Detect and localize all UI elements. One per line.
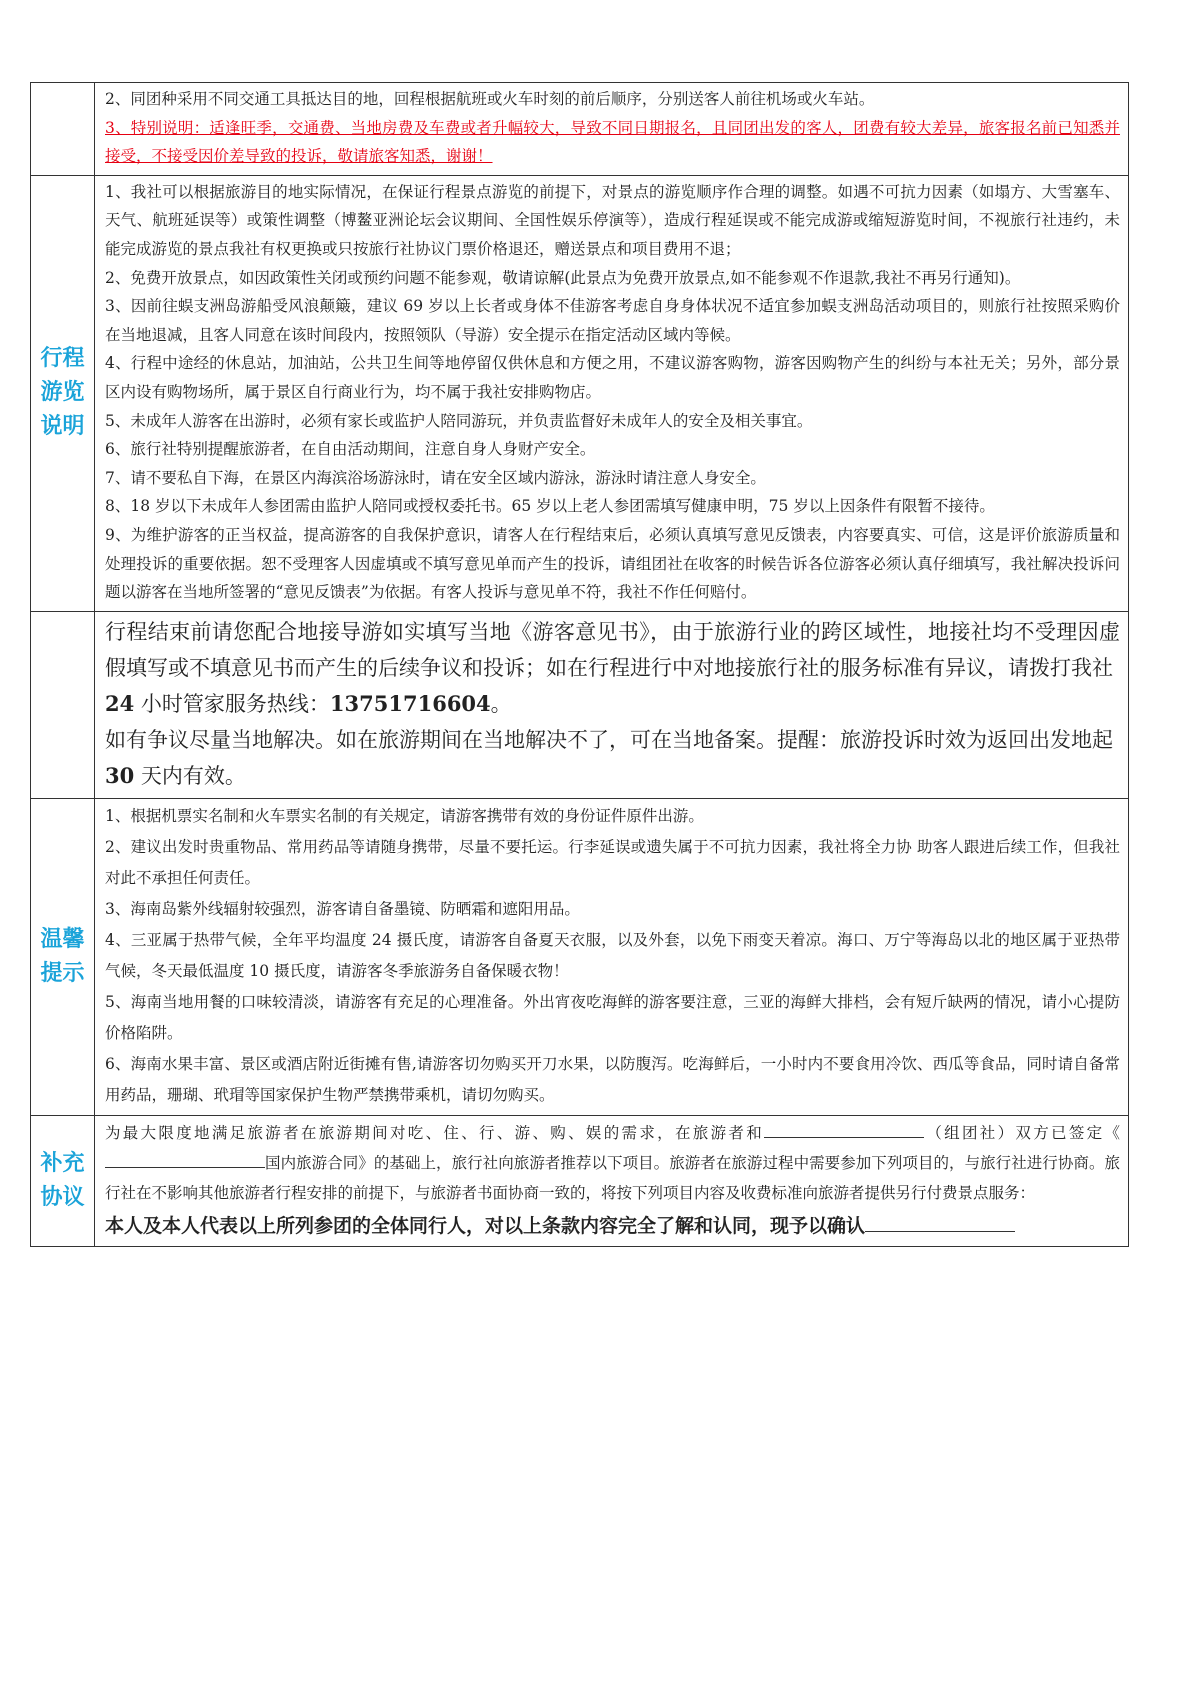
period: 。 xyxy=(490,691,512,716)
special-notice: 3、特别说明：适逢旺季，交通费、当地房费及车费或者升幅较大，导致不同日期报名，且同团出发的客人，团费有较大差异，旅客报名前已知悉并接受，不接受因价差导致的投诉，敬请旅客知悉，谢谢！ xyxy=(105,118,1120,166)
empty-label-cell xyxy=(31,83,95,176)
complaint-content xyxy=(95,611,1129,798)
itinerary-label-2: 游览 xyxy=(40,380,85,406)
supplement-part1: 为最大限度地满足旅游者在旅游期间对吃、住、行、游、购、娱的需求，在旅游者和 xyxy=(105,1123,765,1142)
itinerary-item: 9、为维护游客的正当权益，提高游客的自我保护意识，请客人在行程结束后，必须认真填写意见反馈表，内容要真实、可信，这是评价旅游质量和处理投诉的重要依据。恕不受理客人因虚填或不填写意见单而产生的投诉，请组团社在收客的时候告诉各位游客必须认真仔细填写，我社解决投诉问题以游客在当地所签署的“意见反馈表”为依据。有客人投诉与意见单不符，我社不作任何赔付。 xyxy=(105,525,1120,602)
supplement-label-2: 协议 xyxy=(40,1184,85,1210)
itinerary-content xyxy=(95,175,1129,611)
tip-item: 1、根据机票实名制和火车票实名制的有关规定，请游客携带有效的身份证件原件出游。 xyxy=(105,806,704,825)
dispute-paragraph xyxy=(105,722,1120,794)
itinerary-label-3: 说明 xyxy=(40,414,85,440)
travel-agency-blank[interactable] xyxy=(764,1121,924,1138)
itinerary-item: 8、18 岁以下未成年人参团需由监护人陪同或授权委托书。65 岁以上老人参团需填写健康申明，75 岁以上因条件有限暂不接待。 xyxy=(105,497,995,516)
contract-name-blank[interactable] xyxy=(105,1151,265,1168)
itinerary-item: 1、我社可以根据旅游目的地实际情况，在保证行程景点游览的前提下，对景点的游览顺序作合理的调整。如遇不可抗力因素（如塌方、大雪塞车、天气、航班延误等）或策性调整（博鳌亚洲论坛会议期间、全国性娱乐停演等），造成行程延误或不能完成游或缩短游览时间，不视旅行社违约，未能完成游览的景点我社有权更换或只按旅行社协议门票价格退还，赠送景点和项目费用不退； xyxy=(105,182,1120,258)
complaint-paragraph xyxy=(105,614,1120,722)
supplement-label xyxy=(31,1115,95,1246)
empty-label-cell xyxy=(31,611,95,798)
transport-line-2: 2、同团种采用不同交通工具抵达目的地，回程根据航班或火车时刻的前后顺序，分别送客人前往机场或火车站。 xyxy=(105,90,875,108)
supplement-part3: 国内旅游合同》的基础上，旅行社向旅游者推荐以下项目。旅游者在旅游过程中需要参加下列项目的，与旅行社进行协商。旅行社在不影响其他旅游者行程安排的前提下，与旅游者书面协商一致的，将按下列项目内容及收费标准向旅游者提供另行付费景点服务： xyxy=(105,1153,1120,1202)
tip-item: 6、海南水果丰富、景区或酒店附近街摊有售,请游客切勿购买开刀水果，以防腹泻。吃海鲜后，一小时内不要食用冷饮、西瓜等食品，同时请自备常用药品，珊瑚、玳瑁等国家保护生物严禁携带乘机，请切勿购买。 xyxy=(105,1054,1120,1104)
tip-item: 3、海南岛紫外线辐射较强烈，游客请自备墨镜、防晒霜和遮阳用品。 xyxy=(105,899,580,918)
tips-row xyxy=(31,798,1129,1115)
signature-blank[interactable] xyxy=(865,1215,1015,1232)
supplement-row xyxy=(31,1115,1129,1246)
dispute-text: 如有争议尽量当地解决。如在旅游期间在当地解决不了，可在当地备案。提醒：旅游投诉时效为返回出发地起 xyxy=(105,727,1113,752)
tips-label xyxy=(31,798,95,1115)
itinerary-item: 2、免费开放景点，如因政策性关闭或预约问题不能参观，敬请谅解(此景点为免费开放景点,如不能参观不作退款,我社不再另行通知)。 xyxy=(105,268,1021,287)
hotline-label: 小时管家服务热线： xyxy=(134,691,330,716)
complaint-row xyxy=(31,611,1129,798)
hotline-hours: 24 xyxy=(105,690,135,716)
itinerary-item: 6、旅行社特别提醒旅游者，在自由活动期间，注意自身人身财产安全。 xyxy=(105,440,596,459)
transport-row xyxy=(31,83,1129,176)
itinerary-label-1: 行程 xyxy=(40,346,85,372)
days-valid-text: 天内有效。 xyxy=(134,763,246,788)
tips-label-1: 温馨 xyxy=(40,926,85,952)
confirm-text: 本人及本人代表以上所列参团的全体同行人，对以上条款内容完全了解和认同，现予以确认 xyxy=(105,1214,866,1237)
terms-table xyxy=(30,82,1129,1247)
confirm-line xyxy=(105,1210,1120,1242)
tip-item: 2、建议出发时贵重物品、常用药品等请随身携带，尽量不要托运。行李延误或遗失属于不可抗力因素，我社将全力协 助客人跟进后续工作，但我社对此不承担任何责任。 xyxy=(105,837,1120,887)
hotline-phone: 13751716604 xyxy=(329,690,491,716)
tip-item: 5、海南当地用餐的口味较清淡，请游客有充足的心理准备。外出宵夜吃海鲜的游客要注意，三亚的海鲜大排档，会有短斤缺两的情况，请小心提防价格陷阱。 xyxy=(105,992,1120,1042)
itinerary-item: 7、请不要私自下海，在景区内海滨浴场游泳时，请在安全区域内游泳，游泳时请注意人身安全。 xyxy=(105,468,766,487)
itinerary-item: 5、未成年人游客在出游时，必须有家长或监护人陪同游玩，并负责监督好未成年人的安全及相关事宜。 xyxy=(105,411,813,430)
transport-content xyxy=(95,83,1129,176)
tips-content xyxy=(95,798,1129,1115)
tip-item: 4、三亚属于热带气候，全年平均温度 24 摄氏度，请游客自备夏天衣服，以及外套，以免下雨变天着凉。海口、万宁等海岛以北的地区属于亚热带气候，冬天最低温度 10 摄氏度，请游客冬季旅游务自备保暖衣物！ xyxy=(105,930,1120,980)
supplement-content xyxy=(95,1115,1129,1246)
itinerary-item: 4、行程中途经的休息站，加油站，公共卫生间等地停留仅供休息和方便之用，不建议游客购物，游客因购物产生的纠纷与本社无关；另外，部分景区内设有购物场所，属于景区自行商业行为，均不属于我社安排购物店。 xyxy=(105,354,1120,401)
itinerary-label xyxy=(31,175,95,611)
complaint-days: 30 xyxy=(105,762,135,788)
itinerary-row xyxy=(31,175,1129,611)
itinerary-item: 3、因前往蜈支洲岛游船受风浪颠簸，建议 69 岁以上长者或身体不佳游客考虑自身身体状况不适宜参加蜈支洲岛活动项目的，则旅行社按照采购价在当地退减，且客人同意在该时间段内，按照领队（导游）安全提示在指定活动区域内等候。 xyxy=(105,297,1120,344)
tips-label-2: 提示 xyxy=(40,960,85,986)
complaint-text: 行程结束前请您配合地接导游如实填写当地《游客意见书》，由于旅游行业的跨区域性，地接社均不受理因虚假填写或不填意见书而产生的后续争议和投诉；如在行程进行中对地接旅行社的服务标准有异议，请拨打我社 xyxy=(105,619,1120,680)
supplement-text xyxy=(105,1118,1120,1208)
supplement-label-1: 补充 xyxy=(40,1150,85,1176)
supplement-part2: （组团社）双方已签定《 xyxy=(924,1123,1120,1142)
